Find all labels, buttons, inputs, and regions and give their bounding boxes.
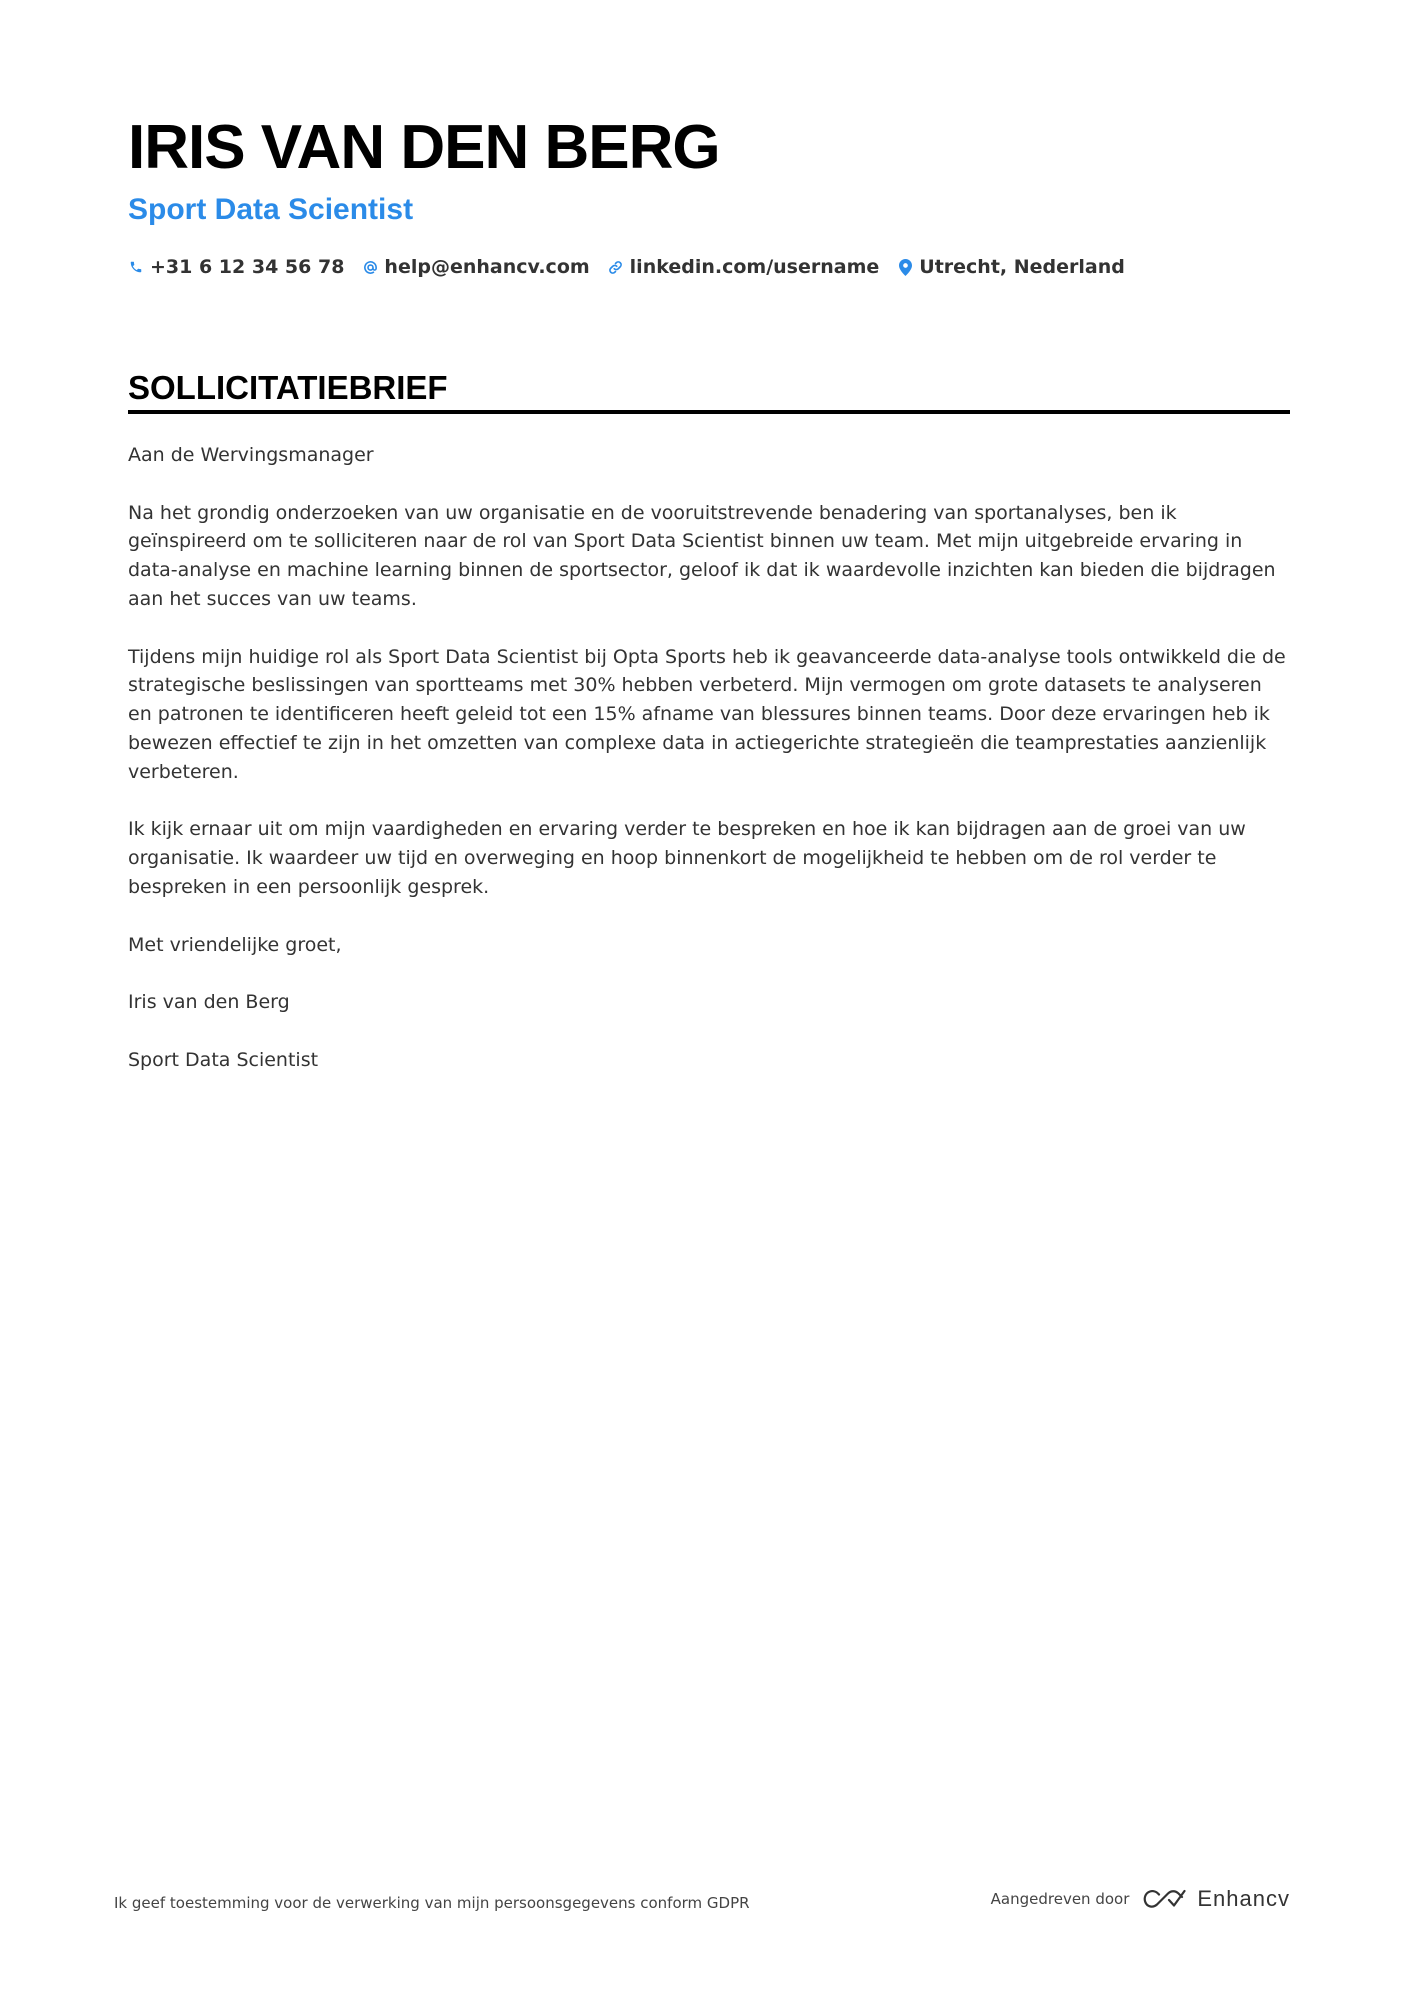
phone-icon [128, 257, 144, 277]
letter-body [128, 441, 1290, 1103]
link-icon [608, 257, 624, 277]
location-value: Utrecht, Nederland [919, 256, 1125, 278]
email-value: help@enhancv.com [384, 256, 590, 278]
signature-title: Sport Data Scientist [128, 1048, 319, 1071]
gdpr-consent: Ik geef toestemming voor de verwerking van mijn persoonsgegevens conform GDPR [114, 1894, 750, 1912]
salutation: Aan de Wervingsmanager [128, 444, 374, 466]
brand-name: Enhancv [1197, 1886, 1290, 1911]
section-title: SOLLICITATIEBRIEF [128, 369, 448, 406]
letter-paragraph-1: Na het grondig onderzoeken van uw organisatie en de vooruitstrevende benadering van sportanalyses, ben ik geïnspireerd om te solliciteren naar de rol van Sport Data Scientist binnen uw team. Met mijn uitgebreide ervaring in data-analyse en machine learning binnen de sportsector, geloof ik dat ik waardevolle inzichten kan bieden die bijdragen aan het succes van uw teams. [128, 501, 1276, 610]
linkedin-value: linkedin.com/username [629, 256, 880, 278]
powered-by[interactable] [991, 1886, 1290, 1912]
closing: Met vriendelijke groet, [128, 933, 342, 956]
section-divider [128, 410, 1290, 414]
letter-paragraph-2: Tijdens mijn huidige rol als Sport Data Scientist bij Opta Sports heb ik geavanceerde data-analyse tools ontwikkeld die de strategische beslissingen van sportteams met 30% hebben verbeterd. Mijn vermogen om grote datasets te analyseren en patronen te identificeren heeft geleid tot een 15% afname van blessures binnen teams. Door deze ervaringen heb ik bewezen effectief te zijn in het omzetten van complexe data in actiegerichte strategieën die teamprestaties aanzienlijk verbeteren. [128, 645, 1286, 783]
contact-phone[interactable] [128, 256, 344, 278]
location-pin-icon [897, 257, 913, 277]
job-title: Sport Data Scientist [128, 193, 414, 226]
contact-email[interactable] [362, 256, 589, 278]
contact-linkedin[interactable] [608, 256, 880, 278]
phone-value: +31 6 12 34 56 78 [150, 256, 345, 278]
signature-name: Iris van den Berg [128, 991, 290, 1014]
powered-by-label: Aangedreven door [990, 1890, 1130, 1908]
candidate-name: IRIS VAN DEN BERG [128, 113, 720, 182]
contact-location [897, 256, 1125, 278]
enhancv-logo-icon [1141, 1887, 1187, 1911]
contact-row [128, 252, 1143, 282]
letter-paragraph-3: Ik kijk ernaar uit om mijn vaardigheden en ervaring verder te bespreken en hoe ik kan bijdragen aan de groei van uw organisatie. Ik waardeer uw tijd en overweging en hoop binnenkort de mogelijkheid te hebben om de rol verder te bespreken in een persoonlijk gesprek. [128, 818, 1246, 898]
at-icon [362, 257, 378, 277]
